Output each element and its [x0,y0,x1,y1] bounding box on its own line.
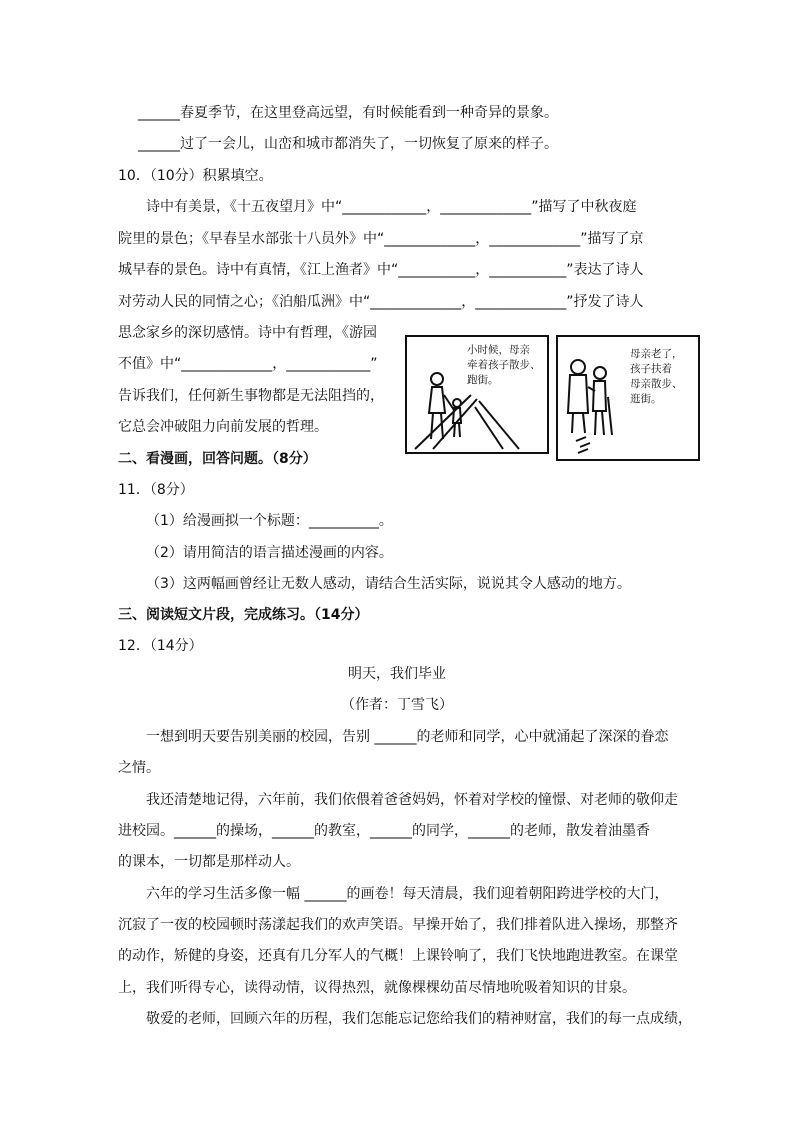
text-line: 不值》中“_____________，____________” [118,356,378,372]
passage-author: （作者：丁雪飞） [341,697,453,713]
text-line: 敬爱的老师，回顾六年的历程，我们怎能忘记您给我们的精神财富，我们的每一点成绩， [146,1011,692,1027]
text-line: 之情。 [118,760,160,776]
text-line: 思念家乡的深切感情。诗中有哲理，《游园 [118,325,377,341]
text-line: 我还清楚地记得，六年前，我们依偎着爸爸妈妈，怀着对学校的憧憬、对老师的敬仰走 [146,792,678,808]
text-line: 诗中有美景，《十五夜望月》中“____________，_____________”描写了中秋夜庭 [146,199,637,215]
section-2-heading: 二、看漫画，回答问题。（8分） [118,451,317,467]
text-line: 上，我们听得专心，读得动情，议得热烈，就像棵棵幼苗尽情地吮吸着知识的甘泉。 [118,980,636,996]
cartoon-right-caption: 母亲老了， 孩子扶着 母亲散步、 逛街。 [630,348,683,405]
text-line: 对劳动人民的同情之心；《泊船瓜洲》中“_____________，_____________”抒发了诗人 [118,294,644,310]
cartoon-panel-left [405,335,549,454]
text-line: 六年的学习生活多像一幅 ______的画卷！每天清晨，我们迎着朝阳跨进学校的大门， [146,886,669,902]
text-line: 院里的景色；《早春呈水部张十八员外》中“_____________，_____________”描写了京 [118,231,644,247]
cartoon-left-caption: 小时候，母亲 牵着孩子散步、 跑街。 [467,344,541,386]
cartoon-panel-right [556,335,700,461]
text-line: ______春夏季节，在这里登高远望，有时候能看到一种奇异的景象。 [138,105,558,121]
text-line: 它总会冲破阻力向前发展的哲理。 [118,419,328,435]
text-line: 城早春的景色。诗中有真情，《江上渔者》中“___________，___________”表达了诗人 [118,262,644,278]
text-line: 的课本，一切都是那样动人。 [118,854,300,870]
text-line: 一想到明天要告别美丽的校园，告别 ______的老师和同学，心中就涌起了深深的眷恋 [146,729,669,745]
text-line: （1）给漫画拟一个标题：__________。 [146,513,393,529]
question-11-heading: 11．（8分） [118,482,194,498]
text-line: 的动作，矫健的身姿，还真有几分军人的气概！上课铃响了，我们飞快地跑进教室。在课堂 [118,948,678,964]
text-line: （2）请用简洁的语言描述漫画的内容。 [146,545,393,561]
section-3-heading: 三、阅读短文片段，完成练习。（14分） [118,607,369,623]
text-line: 沉寂了一夜的校园顿时荡漾起我们的欢声笑语。早操开始了，我们排着队进入操场，那整齐 [118,917,678,933]
text-line: ______过了一会儿，山峦和城市都消失了，一切恢复了原来的样子。 [138,136,558,152]
text-line: （3）这两幅画曾经让无数人感动，请结合生活实际，说说其令人感动的地方。 [146,576,631,592]
question-10-heading: 10．（10分）积累填空。 [118,168,273,184]
question-12-heading: 12．（14分） [118,638,203,654]
text-line: 告诉我们，任何新生事物都是无法阻挡的， [118,388,384,404]
text-line: 进校园。______的操场，______的教室，______的同学，______的老师，散发着油墨香 [118,823,650,839]
passage-title: 明天，我们毕业 [348,666,446,682]
